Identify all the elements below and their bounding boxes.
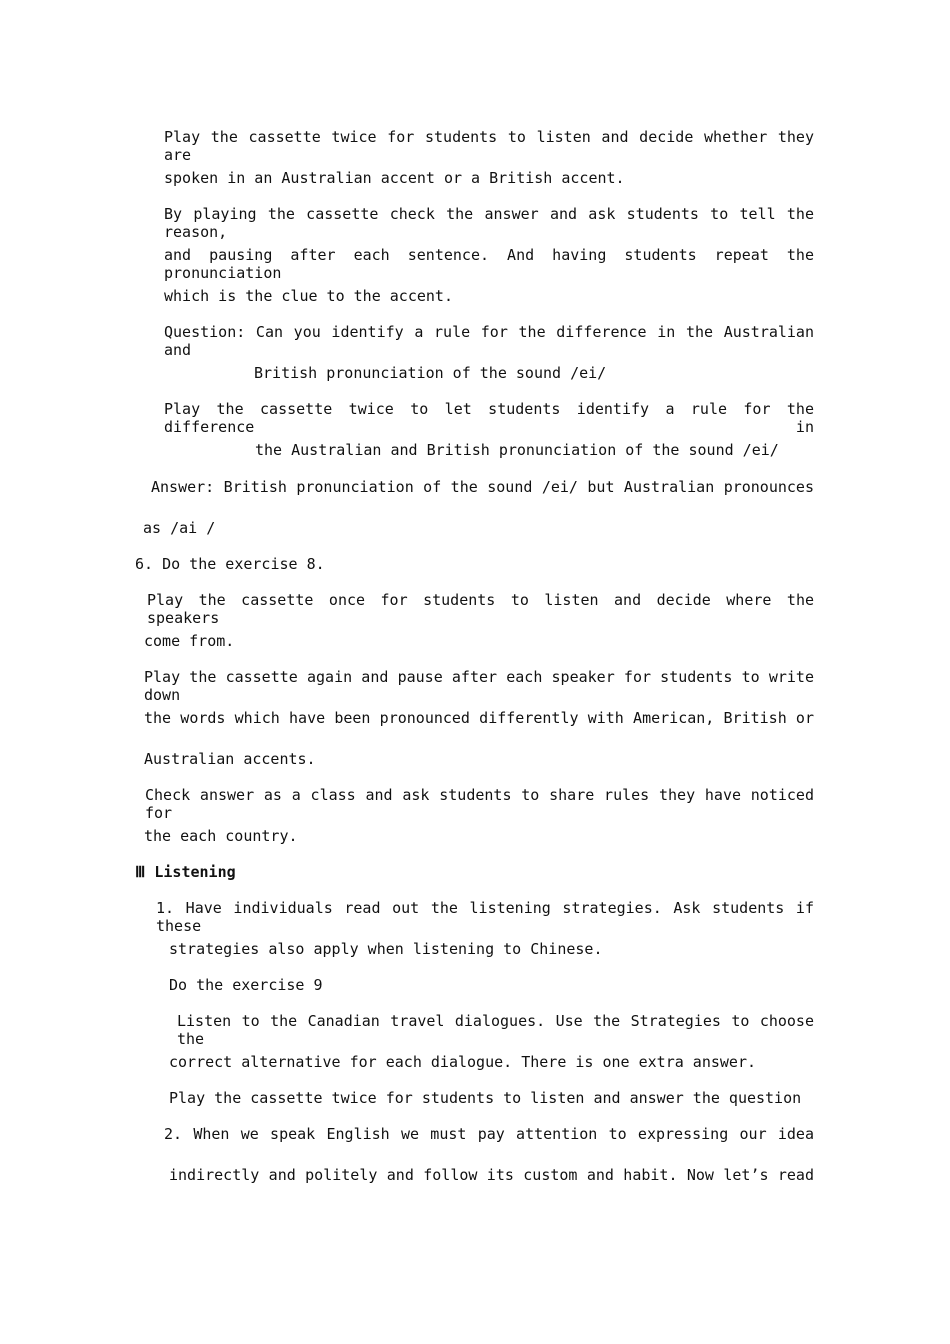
text-line-16: the words which have been pronounced differently with American, British or <box>144 709 814 727</box>
text-line-14: come from. <box>144 632 235 650</box>
text-line-28: indirectly and politely and follow its custom and habit. Now let’s read <box>169 1166 814 1184</box>
text-line-5: which is the clue to the accent. <box>164 287 453 305</box>
text-line-7: British pronunciation of the sound /ei/ <box>254 364 607 382</box>
section-heading-listening: Ⅲ Listening <box>135 863 236 881</box>
text-line-23: Do the exercise 9 <box>169 976 323 994</box>
text-line-22: strategies also apply when listening to Chinese. <box>169 940 603 958</box>
text-line-11: as /ai / <box>143 519 216 537</box>
text-line-19: the each country. <box>144 827 298 845</box>
text-line-3: By playing the cassette check the answer and ask students to tell the reason, <box>164 205 814 241</box>
text-line-2: spoken in an Australian accent or a British accent. <box>164 169 625 187</box>
text-line-27: 2. When we speak English we must pay attention to expressing our idea <box>164 1125 814 1143</box>
text-line-1: Play the cassette twice for students to listen and decide whether they are <box>164 128 814 164</box>
text-line-13: Play the cassette once for students to listen and decide where the speakers <box>147 591 814 627</box>
text-line-8: Play the cassette twice to let students identify a rule for the difference in <box>164 400 814 436</box>
text-line-9: the Australian and British pronunciation of the sound /ei/ <box>255 441 779 459</box>
text-line-24: Listen to the Canadian travel dialogues. Use the Strategies to choose the <box>177 1012 814 1048</box>
text-line-12: 6. Do the exercise 8. <box>135 555 325 573</box>
text-line-26: Play the cassette twice for students to listen and answer the question <box>169 1089 802 1107</box>
text-line-6: Question: Can you identify a rule for the difference in the Australian and <box>164 323 814 359</box>
text-line-25: correct alternative for each dialogue. There is one extra answer. <box>169 1053 756 1071</box>
text-line-4: and pausing after each sentence. And having students repeat the pronunciation <box>164 246 814 282</box>
text-line-21: 1. Have individuals read out the listening strategies. Ask students if these <box>156 899 814 935</box>
text-line-17: Australian accents. <box>144 750 316 768</box>
text-line-10: Answer: British pronunciation of the sound /ei/ but Australian pronounces <box>151 478 814 496</box>
text-line-18: Check answer as a class and ask students to share rules they have noticed for <box>145 786 814 822</box>
text-line-15: Play the cassette again and pause after each speaker for students to write down <box>144 668 814 704</box>
